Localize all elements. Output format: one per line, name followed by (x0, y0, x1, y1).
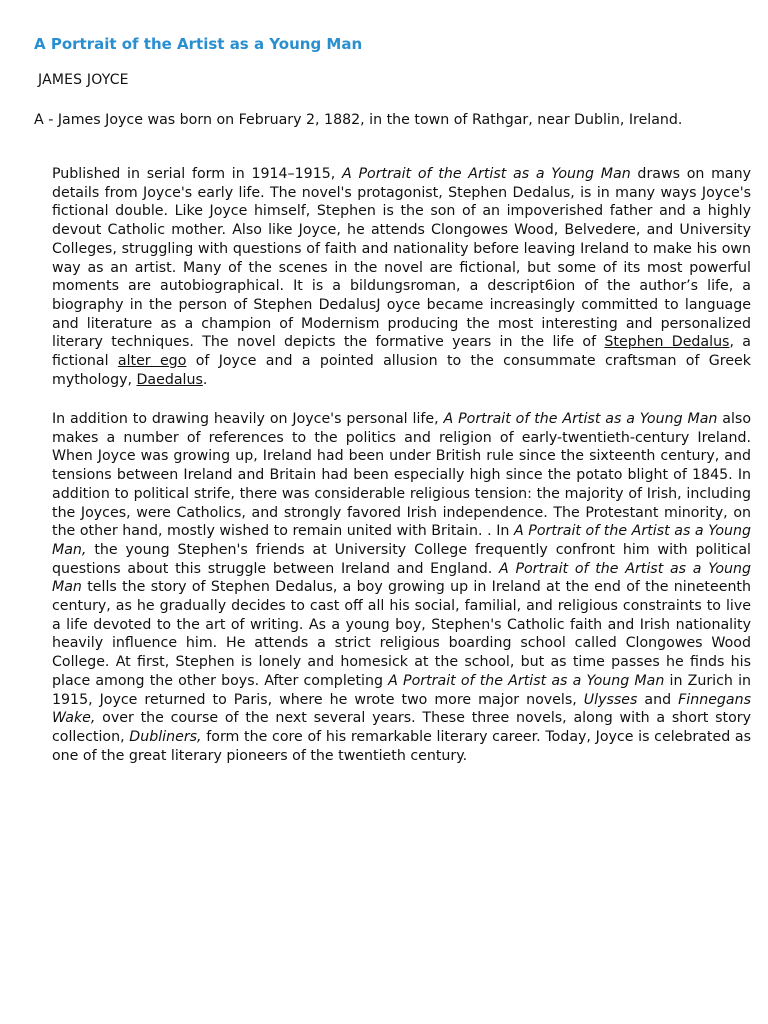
book-title: A Portrait of the Artist as a Young Man (52, 560, 751, 596)
paragraph-text: and (637, 691, 679, 708)
link-stephen-dedalus[interactable]: Stephen Dedalus (604, 334, 730, 351)
paragraph-text: , a fictional (52, 334, 751, 370)
author-name: JAMES JOYCE (38, 72, 129, 88)
paragraph-text: Published in serial form in 1914–1915, (52, 166, 343, 182)
book-title: A Portrait of the Artist as a Young Man (342, 166, 631, 182)
paragraph-novel-overview (34, 165, 751, 389)
paragraph-text: form the core of his remarkable literary career. Today, Joyce is celebrated as one of the great literary pioneers of the twentieth century. (52, 728, 752, 764)
paragraph-text: the young Stephen's friends at University College frequently confront him with political questions about this struggle between Ireland and England. (52, 541, 751, 577)
paragraph-text: tells the story of Stephen Dedalus, a boy growing up in Ireland at the end of the nineteenth century, as he gradually decides to cast off all his social, familial, and religious constraints to live a life devoted to the art of writing. As a young boy, Stephen's Catholic faith and Irish nationality heavily influence him. He attends a strict religious boarding school called Clongowes Wood College. At first, Stephen is lonely and homesick at the school, but as time passes he finds his place among the other boys. After completing (52, 579, 751, 689)
link-daedalus[interactable]: Daedalus (136, 371, 203, 388)
book-title-dubliners: Dubliners, (129, 728, 202, 745)
paragraph-text: over the course of the next several years. These three novels, along with a short story collection, (52, 710, 751, 745)
document-title: A Portrait of the Artist as a Young Man (34, 35, 363, 53)
book-title-ulysses: Ulysses (583, 691, 638, 708)
paragraph-text: draws on many details from Joyce's early life. The novel's protagonist, Stephen Dedalus, is in many ways Joyce's fictional double. Like Joyce himself, Stephen is the son of an impoverished father and a highly devout Catholic mother. Also like Joyce, he attends Clongowes Wood, Belvedere, and University Colleges, struggling with questions of faith and nationality before leaving Ireland to make his own way as an artist. Many of the scenes in the novel are fictional, but some of its most powerful moments are autobiographical. It is a bildungsroman, a descript6ion of the author’s life, a biography in the person of Stephen DedalusJ oyce became increasingly committed to language and literature as a champion of Modernism producing the most interesting and personalized literary techniques. The novel depicts the formative years in the life of (52, 166, 752, 351)
paragraph-text: in Zurich in 1915, Joyce returned to Paris, where he wrote two more major novels, (52, 672, 751, 708)
paragraph-text: of Joyce and a pointed allusion to the consummate craftsman of Greek mythology, (52, 353, 751, 388)
link-alter-ego[interactable]: alter ego (117, 353, 187, 370)
paragraph-text: also makes a number of references to the politics and religion of early-twentieth-century Ireland. When Joyce was growing up, Ireland had been under British rule since the sixteenth century, and tensions between Ireland and Britain had been especially high since the potato blight of 1845. In addition to political strife, there was considerable religious tension: the majority of Irish, including the Joyces, were Catholics, and strongly favored Irish independence. The Protestant minority, on the other hand, mostly wished to remain united with Britain. . In (52, 411, 751, 540)
book-title: A Portrait of the Artist as a Young Man, (52, 523, 751, 558)
book-title: A Portrait of the Artist as a Young Man (388, 672, 665, 689)
paragraph-birth: A - James Joyce was born on February 2, 1882, in the town of Rathgar, near Dublin, Ireland. (34, 112, 683, 128)
book-title: A Portrait of the Artist as a Young Man (443, 411, 718, 427)
book-title-finnegans-wake: Finnegans Wake, (52, 691, 752, 727)
paragraph-text: In addition to drawing heavily on Joyce's personal life, (52, 411, 444, 427)
paragraph-historical-context (34, 410, 751, 765)
paragraph-text: . (202, 371, 208, 388)
